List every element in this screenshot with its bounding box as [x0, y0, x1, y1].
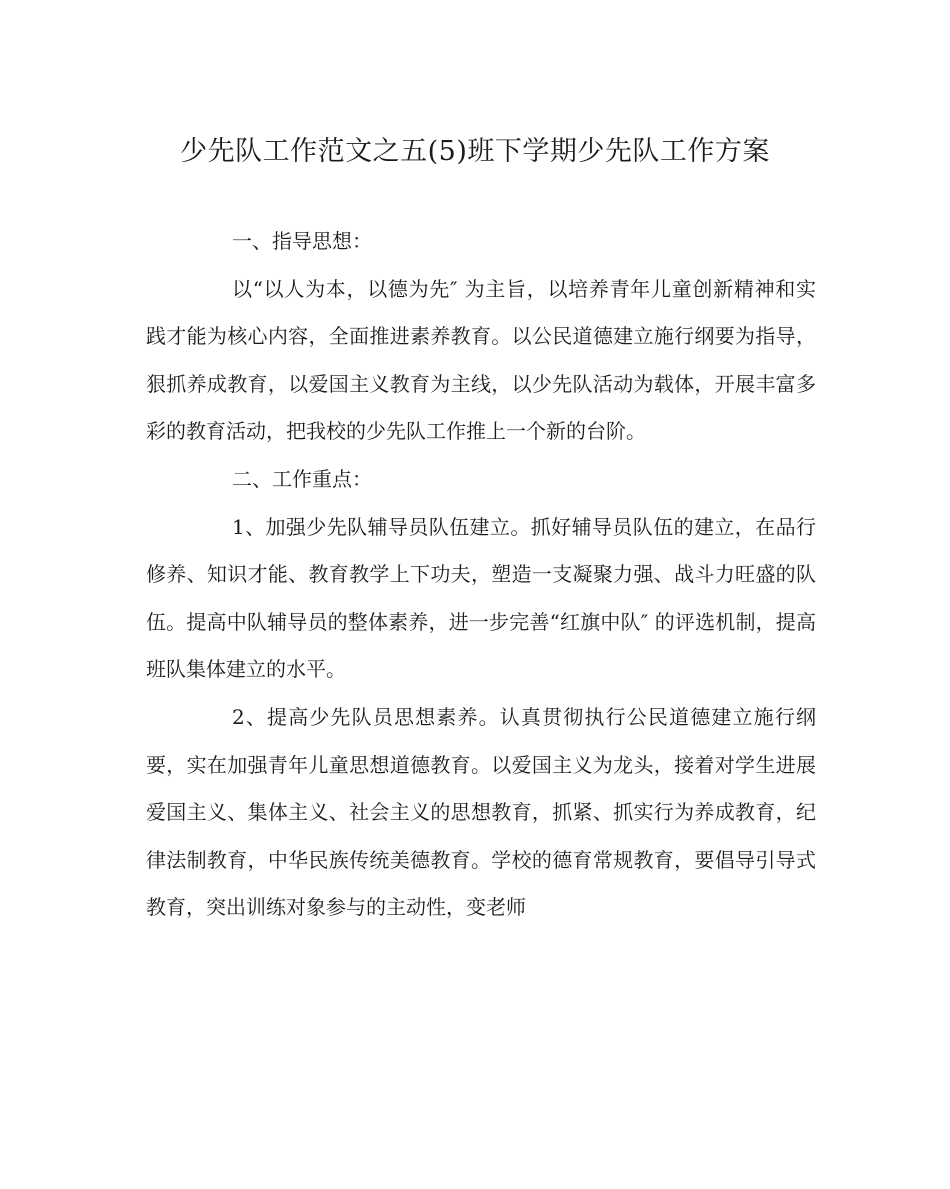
section-heading-work-focus: 二、工作重点：: [232, 466, 372, 491]
section-heading-guiding-ideology: 一、指导思想：: [232, 229, 372, 253]
paragraph-guiding-ideology: 以“以人为本，以德为先″ 为主旨，以培养青年儿童创新精神和实践才能为核心内容，全面推进素养教育。以公民道德建立施行纲要为指导，狠抓养成教育，以爱国主义教育为主线，以少先队活动为载体，开展丰富多彩的教育活动，把我校的少先队工作推上一个新的台阶。: [146, 276, 816, 444]
paragraph-item-1: 1、加强少先队辅导员队伍建立。抓好辅导员队伍的建立，在品行修养、知识才能、教育教学上下功夫，塑造一支凝聚力强、战斗力旺盛的队伍。提高中队辅导员的整体素养，进一步完善“红旗中队″ 的评选机制，提高班队集体建立的水平。: [146, 514, 816, 682]
document-title: 少先队工作范文之五(5)班下学期少先队工作方案: [180, 136, 770, 167]
paragraph-item-2: 2、提高少先队员思想素养。认真贯彻执行公民道德建立施行纲要，实在加强青年儿童思想道德教育。以爱国主义为龙头，接着对学生进展爱国主义、集体主义、社会主义的思想教育，抓紧、抓实行为养成教育，纪律法制教育，中华民族传统美德教育。学校的德育常规教育，要倡导引导式教育，突出训练对象参与的主动性，变老师: [146, 704, 816, 920]
document-body: [146, 218, 816, 932]
